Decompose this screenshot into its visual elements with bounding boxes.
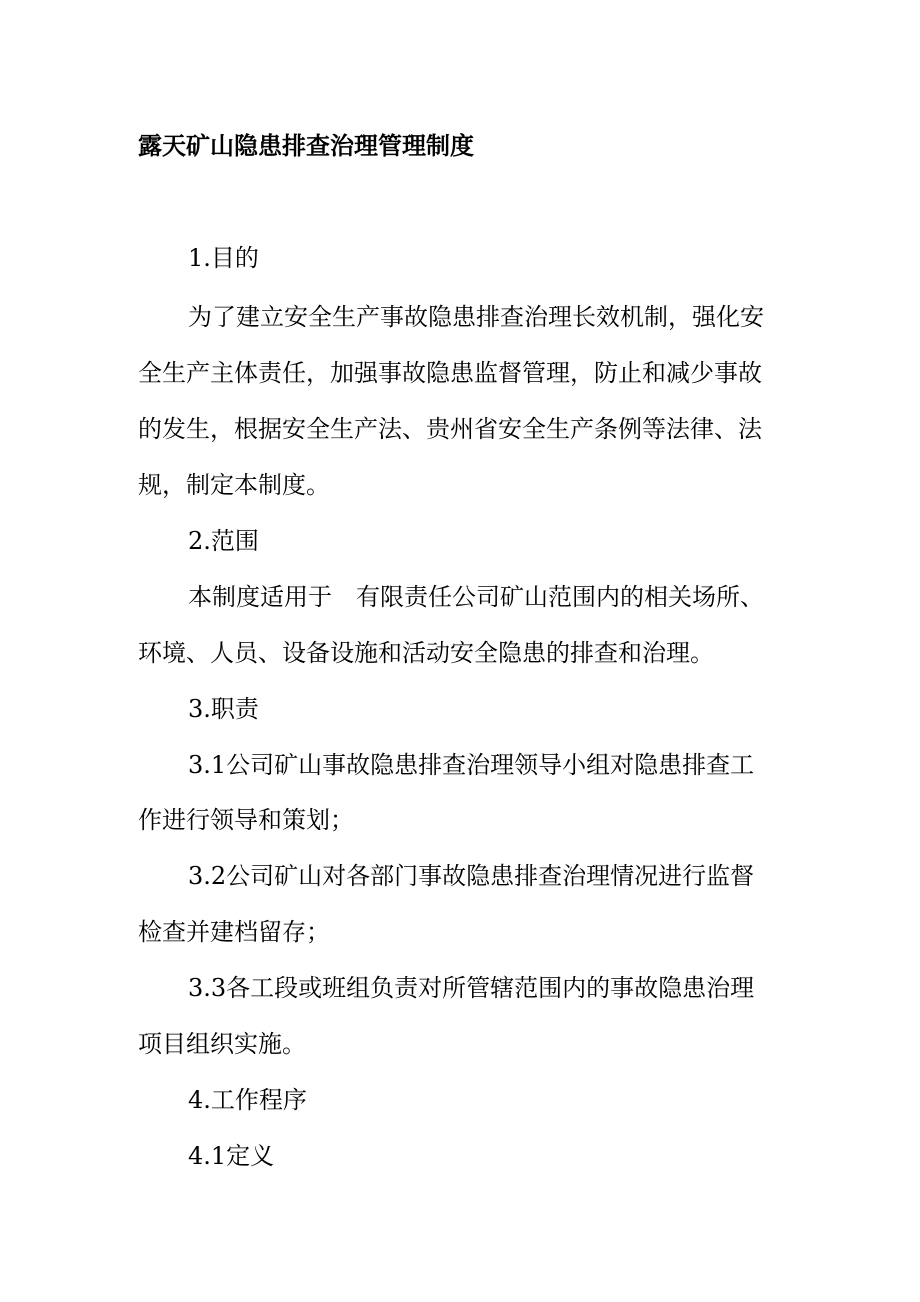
paragraph-line: 的发生，根据安全生产法、贵州省安全生产条例等法律、法 xyxy=(138,415,762,443)
section-heading-scope: 2.范围 xyxy=(188,527,259,555)
subsection-heading-definition: 4.1定义 xyxy=(188,1142,275,1170)
paragraph-line: 3.2公司矿山对各部门事故隐患排查治理情况进行监督 xyxy=(188,862,755,890)
paragraph-line: 为了建立安全生产事故隐患排查治理长效机制，强化安 xyxy=(188,303,764,331)
document-title: 露天矿山隐患排查治理管理制度 xyxy=(138,132,474,160)
section-heading-purpose: 1.目的 xyxy=(188,244,259,272)
paragraph-line: 规，制定本制度。 xyxy=(138,471,330,499)
paragraph-line: 本制度适用于 有限责任公司矿山范围内的相关场所、 xyxy=(188,583,764,611)
paragraph-line: 3.3各工段或班组负责对所管辖范围内的事故隐患治理 xyxy=(188,974,755,1002)
paragraph-line: 作进行领导和策划； xyxy=(138,806,354,834)
paragraph-line: 检查并建档留存； xyxy=(138,918,330,946)
paragraph-line: 环境、人员、设备设施和活动安全隐患的排查和治理。 xyxy=(138,639,714,667)
paragraph-line: 全生产主体责任，加强事故隐患监督管理，防止和减少事故 xyxy=(138,359,762,387)
paragraph-line: 3.1公司矿山事故隐患排查治理领导小组对隐患排查工 xyxy=(188,751,755,779)
paragraph-line: 项目组织实施。 xyxy=(138,1030,306,1058)
section-heading-responsibilities: 3.职责 xyxy=(188,695,259,723)
section-heading-procedure: 4.工作程序 xyxy=(188,1086,307,1114)
